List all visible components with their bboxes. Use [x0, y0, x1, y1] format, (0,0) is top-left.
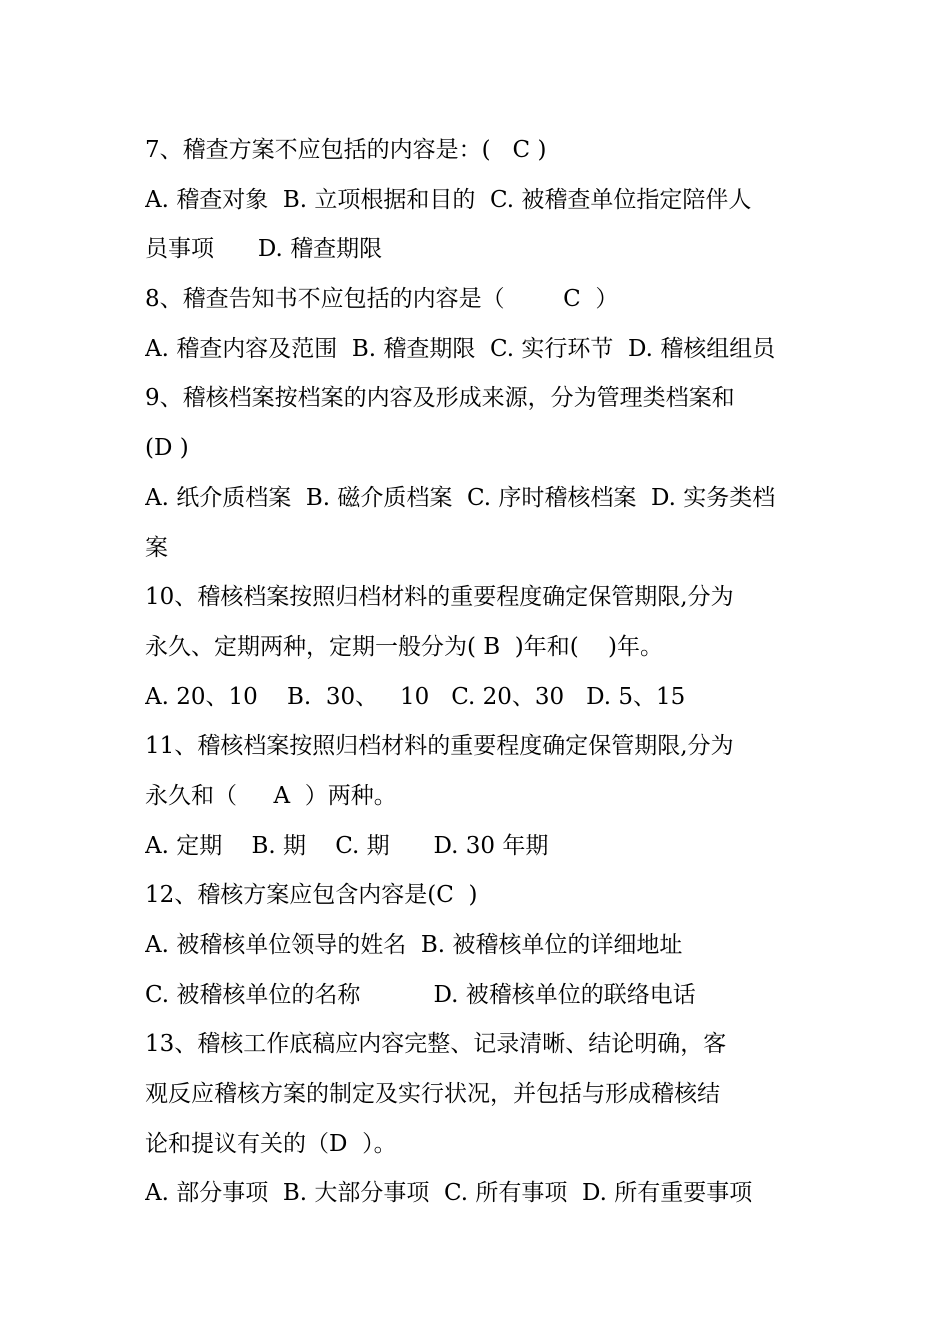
question-10-stem: 10、稽核档案按照归档材料的重要程度确定保管期限,分为 — [145, 584, 734, 611]
question-10-stem-cont: 永久、定期两种，定期一般分为( B )年和( )年。 — [145, 633, 663, 660]
question-13-options: A. 部分事项 B. 大部分事项 C. 所有事项 D. 所有重要事项 — [145, 1180, 753, 1207]
question-13-stem: 13、稽核工作底稿应内容完整、记录清晰、结论明确，客 — [145, 1031, 727, 1058]
question-8-stem: 8、稽查告知书不应包括的内容是（ C ） — [145, 286, 619, 313]
question-13-stem-cont: 观反应稽核方案的制定及实行状况，并包括与形成稽核结 — [145, 1081, 720, 1108]
question-7-options: A. 稽查对象 B. 立项根据和目的 C. 被稽查单位指定陪伴人 — [145, 186, 752, 213]
question-12-stem: 12、稽核方案应包含内容是(C ) — [145, 882, 478, 909]
question-12-options: A. 被稽核单位领导的姓名 B. 被稽核单位的详细地址 — [145, 932, 683, 958]
question-9-options: A. 纸介质档案 B. 磁介质档案 C. 序时稽核档案 D. 实务类档 — [145, 484, 776, 511]
question-9-stem: 9、稽核档案按档案的内容及形成来源，分为管理类档案和 — [145, 385, 735, 412]
question-8-options: A. 稽查内容及范围 B. 稽查期限 C. 实行环节 D. 稽核组组员 — [145, 335, 776, 362]
question-11-stem: 11、稽核档案按照归档材料的重要程度确定保管期限,分为 — [145, 733, 734, 760]
question-9-stem-cont: (D ) — [145, 435, 189, 462]
question-7-stem: 7、稽查方案不应包括的内容是：( C ) — [145, 137, 547, 163]
question-11-stem-cont: 永久和（ A ）两种。 — [145, 782, 397, 809]
question-9-options-cont: 案 — [145, 534, 168, 561]
question-7-options-cont: 员事项 D. 稽查期限 — [145, 236, 383, 263]
question-13-stem-cont: 论和提议有关的（D ）。 — [145, 1130, 397, 1157]
question-10-options: A. 20、10 B. 30、 10 C. 20、30 D. 5、15 — [145, 683, 686, 710]
question-text-block — [145, 126, 810, 1219]
question-11-options: A. 定期 B. 期 C. 期 D. 30 年期 — [145, 832, 549, 859]
question-12-options-cont: C. 被稽核单位的名称 D. 被稽核单位的联络电话 — [145, 981, 696, 1008]
